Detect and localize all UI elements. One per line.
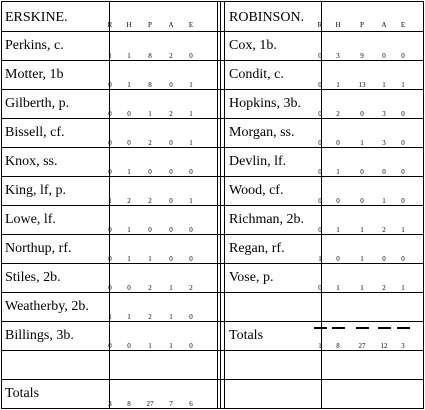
player-stat: 0	[401, 110, 405, 118]
totals-rule	[314, 327, 327, 329]
player-stat: 1	[148, 342, 152, 350]
player-stat: 0	[169, 168, 173, 176]
player-stat: 0	[360, 197, 364, 205]
player-stat: 8	[148, 52, 152, 60]
player-stat: 3	[382, 139, 386, 147]
player-stat: 0	[401, 255, 405, 263]
player-name: Stiles, 2b.	[5, 270, 61, 285]
row-divider	[2, 147, 423, 148]
totals-rule	[378, 327, 391, 329]
row-divider	[2, 379, 423, 380]
row-divider	[2, 60, 423, 61]
player-stat: 0	[169, 255, 173, 263]
player-stat: 1	[169, 342, 173, 350]
player-stat: 1	[148, 110, 152, 118]
player-stat: 1	[189, 110, 193, 118]
player-stat: 0	[189, 168, 193, 176]
stat-header: E	[400, 21, 406, 29]
player-stat: 1	[360, 284, 364, 292]
player-stat: 2	[336, 110, 340, 118]
totals-rule	[332, 327, 345, 329]
player-stat: 0	[127, 139, 131, 147]
player-name: Perkins, c.	[5, 38, 64, 53]
column-divider	[217, 2, 218, 408]
player-stat: 1	[108, 52, 112, 60]
player-name: Richman, 2b.	[229, 212, 305, 227]
player-stat: 0	[108, 342, 112, 350]
player-stat: 0	[127, 342, 131, 350]
totals-rule	[356, 327, 369, 329]
player-stat: 1	[336, 284, 340, 292]
player-stat: 0	[189, 313, 193, 321]
player-stat: 2	[148, 313, 152, 321]
stat-header: P	[360, 21, 364, 29]
player-name: Lowe, lf.	[5, 212, 56, 227]
player-stat: 1	[127, 168, 131, 176]
player-stat: 0	[318, 139, 322, 147]
totals-stat: 8	[336, 342, 340, 350]
player-stat: 0	[336, 197, 340, 205]
player-name: Motter, 1b	[5, 67, 64, 82]
row-divider	[2, 234, 423, 235]
player-name: Regan, rf.	[229, 241, 285, 256]
player-stat: 0	[401, 197, 405, 205]
player-name: Devlin, lf.	[229, 154, 287, 169]
player-name: Gilberth, p.	[5, 96, 70, 111]
row-divider	[2, 89, 423, 90]
player-stat: 1	[336, 168, 340, 176]
stat-header: R	[317, 21, 323, 29]
player-stat: 0	[360, 168, 364, 176]
player-stat: 0	[108, 110, 112, 118]
player-name: Knox, ss.	[5, 154, 58, 169]
player-stat: 1	[382, 81, 386, 89]
totals-label: Totals	[229, 328, 264, 343]
player-stat: 1	[108, 313, 112, 321]
player-stat: 0	[382, 255, 386, 263]
player-stat: 0	[401, 168, 405, 176]
player-stat: 1	[318, 255, 322, 263]
player-stat: 0	[382, 52, 386, 60]
player-stat: 0	[108, 81, 112, 89]
player-stat: 0	[189, 255, 193, 263]
row-divider	[2, 176, 423, 177]
player-name: Hopkins, 3b.	[229, 96, 301, 111]
player-stat: 1	[169, 284, 173, 292]
player-stat: 0	[169, 197, 173, 205]
player-stat: 0	[148, 168, 152, 176]
player-stat: 0	[336, 139, 340, 147]
player-name: Northup, rf.	[5, 241, 72, 256]
totals-stat: 7	[169, 400, 173, 408]
stat-header: P	[148, 21, 152, 29]
player-name: Wood, cf.	[229, 183, 284, 198]
player-name: King, lf, p.	[5, 183, 67, 198]
totals-stat: 3	[401, 342, 405, 350]
team-name: ROBINSON.	[229, 10, 305, 25]
player-stat: 1	[336, 226, 340, 234]
column-divider	[224, 2, 225, 408]
player-stat: 1	[401, 226, 405, 234]
stat-header: H	[126, 21, 132, 29]
player-name: Billings, 3b.	[5, 328, 74, 343]
player-stat: 1	[169, 313, 173, 321]
player-stat: 1	[148, 255, 152, 263]
player-stat: 1	[336, 81, 340, 89]
player-stat: 8	[148, 81, 152, 89]
player-stat: 0	[318, 52, 322, 60]
team-name: ERSKINE.	[5, 10, 68, 25]
totals-stat: 8	[127, 400, 131, 408]
row-divider	[2, 118, 423, 119]
row-divider	[2, 350, 423, 351]
player-stat: 0	[318, 110, 322, 118]
player-stat: 0	[169, 81, 173, 89]
player-stat: 1	[189, 81, 193, 89]
player-stat: 0	[169, 226, 173, 234]
player-stat: 1	[127, 226, 131, 234]
row-divider	[2, 321, 423, 322]
player-stat: 1	[360, 255, 364, 263]
player-stat: 0	[360, 110, 364, 118]
stat-header: E	[188, 21, 194, 29]
row-divider	[2, 205, 423, 206]
row-divider	[2, 292, 423, 293]
player-stat: 0	[318, 226, 322, 234]
player-stat: 0	[318, 197, 322, 205]
player-stat: 2	[148, 139, 152, 147]
player-stat: 2	[382, 226, 386, 234]
player-name: Bissell, cf.	[5, 125, 65, 140]
player-stat: 0	[318, 168, 322, 176]
player-stat: 0	[189, 342, 193, 350]
player-stat: 2	[148, 284, 152, 292]
player-stat: 2	[148, 197, 152, 205]
player-stat: 0	[318, 284, 322, 292]
player-stat: 1	[401, 81, 405, 89]
stat-header: R	[107, 21, 113, 29]
totals-stat: 27	[146, 400, 154, 408]
player-stat: 1	[360, 226, 364, 234]
player-stat: 3	[382, 110, 386, 118]
player-stat: 2	[169, 52, 173, 60]
player-stat: 3	[336, 52, 340, 60]
player-name: Cox, 1b.	[229, 38, 277, 53]
player-stat: 0	[108, 255, 112, 263]
player-stat: 1	[127, 81, 131, 89]
totals-stat: 6	[189, 400, 193, 408]
player-stat: 0	[189, 226, 193, 234]
player-stat: 1	[360, 139, 364, 147]
player-stat: 9	[360, 52, 364, 60]
totals-stat: 12	[380, 342, 388, 350]
player-name: Morgan, ss.	[229, 125, 295, 140]
player-stat: 0	[127, 110, 131, 118]
player-stat: 2	[189, 284, 193, 292]
totals-stat: 1	[318, 342, 322, 350]
column-divider	[220, 2, 221, 408]
player-name: Weatherby, 2b.	[5, 299, 89, 314]
player-stat: 1	[189, 139, 193, 147]
row-divider	[2, 263, 423, 264]
player-stat: 0	[382, 168, 386, 176]
player-stat: 0	[108, 139, 112, 147]
player-stat: 1	[127, 255, 131, 263]
totals-stat: 27	[358, 342, 366, 350]
player-stat: 0	[108, 168, 112, 176]
player-stat: 0	[336, 255, 340, 263]
stat-header: H	[335, 21, 341, 29]
stat-header: A	[381, 21, 387, 29]
player-name: Vose, p.	[229, 270, 274, 285]
player-stat: 0	[108, 226, 112, 234]
totals-label: Totals	[5, 386, 40, 401]
player-stat: 1	[401, 284, 405, 292]
player-stat: 0	[148, 226, 152, 234]
row-divider	[2, 31, 423, 32]
player-stat: 0	[189, 52, 193, 60]
player-stat: 0	[169, 139, 173, 147]
stat-header: A	[168, 21, 174, 29]
player-stat: 1	[127, 313, 131, 321]
totals-stat: 3	[108, 400, 112, 408]
player-name: Condit, c.	[229, 67, 284, 82]
player-stat: 2	[169, 110, 173, 118]
player-stat: 1	[189, 197, 193, 205]
totals-rule	[397, 327, 410, 329]
player-stat: 0	[401, 52, 405, 60]
player-stat: 0	[108, 284, 112, 292]
player-stat: 0	[401, 139, 405, 147]
player-stat: 1	[382, 197, 386, 205]
player-stat: 2	[382, 284, 386, 292]
player-stat: 1	[108, 197, 112, 205]
player-stat: 0	[127, 284, 131, 292]
player-stat: 13	[358, 81, 366, 89]
player-stat: 1	[127, 52, 131, 60]
player-stat: 2	[127, 197, 131, 205]
player-stat: 0	[318, 81, 322, 89]
